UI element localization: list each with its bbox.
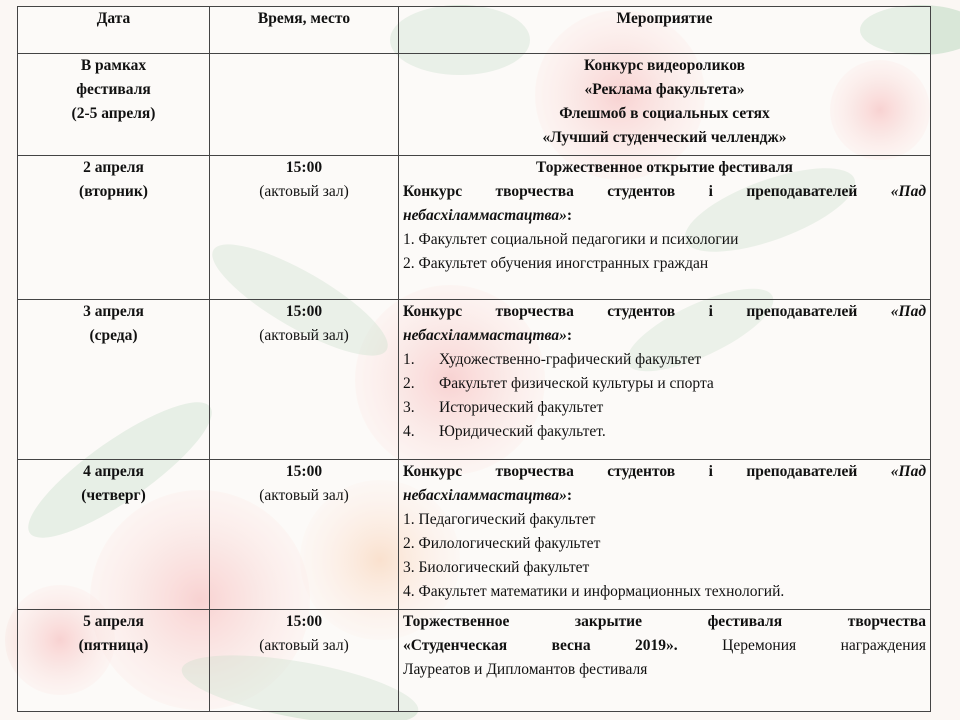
row-event: Конкурс творчества студентов і преподавателей «Пад небасхіламмастацтва»: 1. Художественно-графический факультет 2. Факультет физической культуры и спорта 3. Исторический факультет 4. Юридический факультет.: [399, 300, 931, 460]
list-item: 4. Факультет математики и информационных технологий.: [403, 583, 785, 601]
table-row: [18, 156, 931, 300]
row-date: 5 апреля (пятница): [18, 610, 210, 712]
list-item: 2. Филологический факультет: [403, 535, 601, 553]
row-time: 15:00 (актовый зал): [210, 610, 399, 712]
list-item: 1. Художественно-графический факультет: [403, 351, 702, 369]
row-event: Торжественное открытие фестиваля Конкурс творчества студентов і преподавателей «Пад небасхіламмастацтва»: 1. Факультет социальной педагогики и психологии 2. Факультет обучения иногстранных граждан: [399, 156, 931, 300]
list-item: 3. Биологический факультет: [403, 559, 590, 577]
list-item: 1. Педагогический факультет: [403, 511, 596, 529]
table-row: [18, 54, 931, 156]
row-date: 3 апреля (среда): [18, 300, 210, 460]
list-item: 3. Исторический факультет: [403, 399, 604, 417]
row-event: Конкурс видеороликов «Реклама факультета» Флешмоб в социальных сетях «Лучший студенческий челлендж»: [399, 54, 931, 156]
schedule-table: [17, 6, 931, 712]
header-time: Время, место: [210, 7, 399, 54]
row-event: [399, 610, 931, 712]
table-row: [18, 610, 931, 712]
list-item: 2. Факультет физической культуры и спорта: [403, 375, 714, 393]
row-date: 2 апреля (вторник): [18, 156, 210, 300]
event-title: Торжественное открытие фестиваля: [536, 159, 793, 177]
row-event: Конкурс творчества студентов і преподавателей «Пад небасхіламмастацтва»: 1. Педагогический факультет 2. Филологический факультет 3. Биологический факультет 4. Факультет математики и информационных технологий.: [399, 460, 931, 610]
contest-line: Конкурс творчества студентов і преподавателей «Пад: [403, 303, 927, 321]
table-header-row: [18, 7, 931, 54]
contest-line: Конкурс творчества студентов і преподавателей «Пад: [403, 183, 927, 201]
row-time: [210, 54, 399, 156]
table-row: [18, 300, 931, 460]
header-date: Дата: [18, 7, 210, 54]
row-time: 15:00 (актовый зал): [210, 300, 399, 460]
table-row: [18, 460, 931, 610]
header-event: Мероприятие: [399, 7, 931, 54]
closing-line-3: Лауреатов и Дипломантов фестиваля: [403, 661, 648, 679]
row-time: 15:00 (актовый зал): [210, 460, 399, 610]
row-date: В рамках фестиваля (2-5 апреля): [18, 54, 210, 156]
list-item: 4. Юридический факультет.: [403, 423, 606, 441]
list-item: 2. Факультет обучения иногстранных граждан: [403, 255, 709, 273]
list-item: 1. Факультет социальной педагогики и психологии: [403, 231, 739, 249]
closing-line-2: «Студенческая весна 2019». Церемония награждения: [403, 637, 926, 655]
row-time: 15:00 (актовый зал): [210, 156, 399, 300]
closing-line-1: Торжественное закрытие фестиваля творчества: [403, 613, 926, 631]
contest-line: Конкурс творчества студентов і преподавателей «Пад: [403, 463, 927, 481]
row-date: 4 апреля (четверг): [18, 460, 210, 610]
